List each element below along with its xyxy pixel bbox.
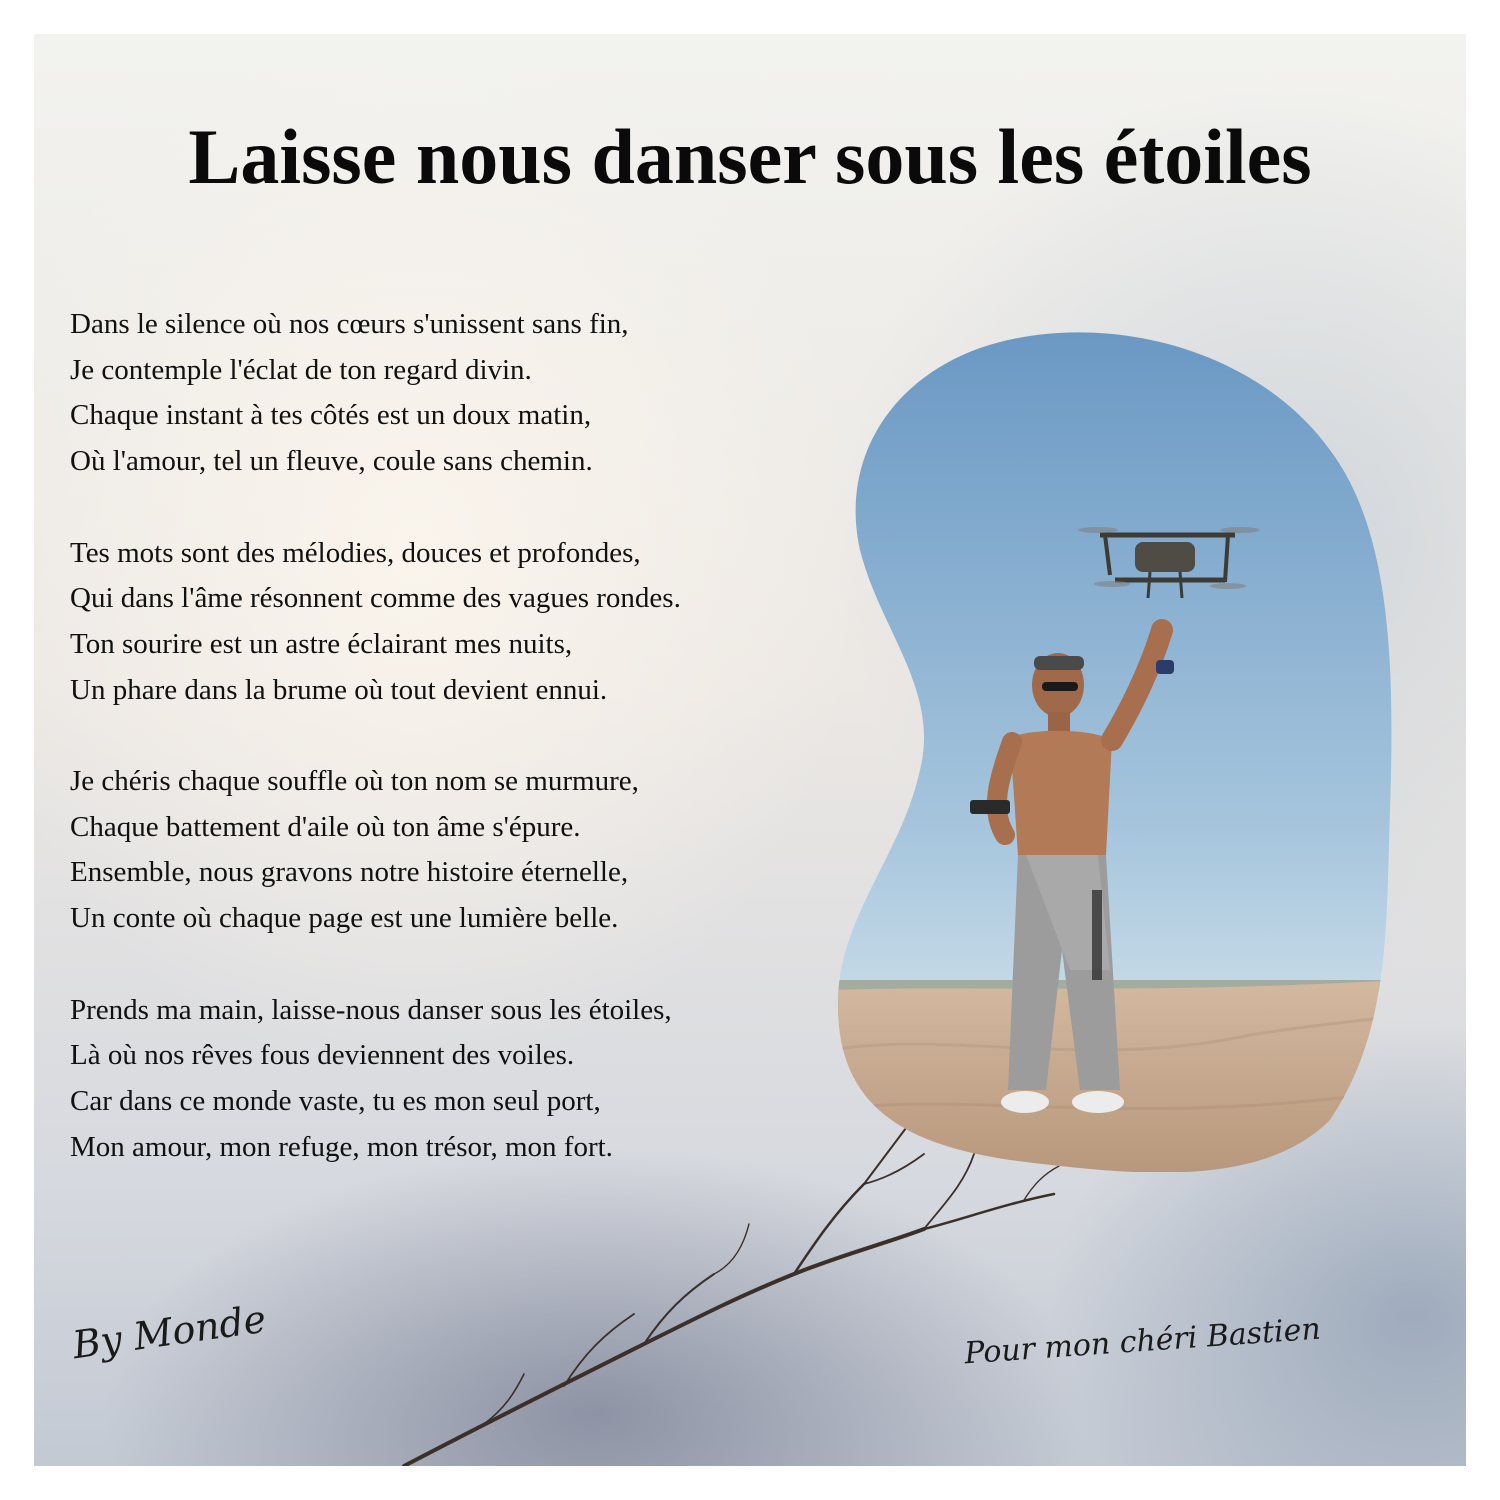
author-signature: By Monde [69, 1296, 269, 1368]
poem-line: Ensemble, nous gravons notre histoire éternelle, [70, 856, 629, 889]
stanza [70, 302, 870, 485]
poem-line: Car dans ce monde vaste, tu es mon seul port, [70, 1084, 601, 1117]
poem-line: Chaque battement d'aile où ton âme s'épure. [70, 810, 581, 843]
dedication-signature: Pour mon chéri Bastien [963, 1311, 1322, 1372]
poem-line: Chaque instant à tes côtés est un doux matin, [70, 399, 592, 432]
poem-line: Où l'amour, tel un fleuve, coule sans chemin. [70, 445, 593, 478]
poem-body [70, 302, 870, 1170]
poem-line: Tes mots sont des mélodies, douces et profondes, [70, 536, 641, 569]
stanza [70, 531, 870, 714]
poem-line: Qui dans l'âme résonnent comme des vagues rondes. [70, 582, 681, 615]
poem-line: Ton sourire est un astre éclairant mes nuits, [70, 627, 573, 660]
poem-line: Là où nos rêves fous deviennent des voiles. [70, 1039, 575, 1072]
branch-decoration [364, 1124, 1084, 1466]
poem-line: Je contemple l'éclat de ton regard divin. [70, 353, 532, 386]
drone-photo [830, 330, 1402, 1172]
poem-poster [34, 34, 1466, 1466]
poem-line: Je chéris chaque souffle où ton nom se murmure, [70, 765, 639, 797]
poem-line: Un conte où chaque page est une lumière belle. [70, 902, 619, 935]
photo-frame [830, 330, 1402, 1172]
poem-line: Un phare dans la brume où tout devient ennui. [70, 673, 608, 706]
stanza [70, 759, 870, 942]
poem-line: Prends ma main, laisse-nous danser sous les étoiles, [70, 993, 672, 1026]
poem-line: Dans le silence où nos cœurs s'unissent sans fin, [70, 308, 629, 340]
poem-title: Laisse nous danser sous les étoiles [188, 113, 1312, 200]
poem-line: Mon amour, mon refuge, mon trésor, mon fort. [70, 1130, 613, 1163]
